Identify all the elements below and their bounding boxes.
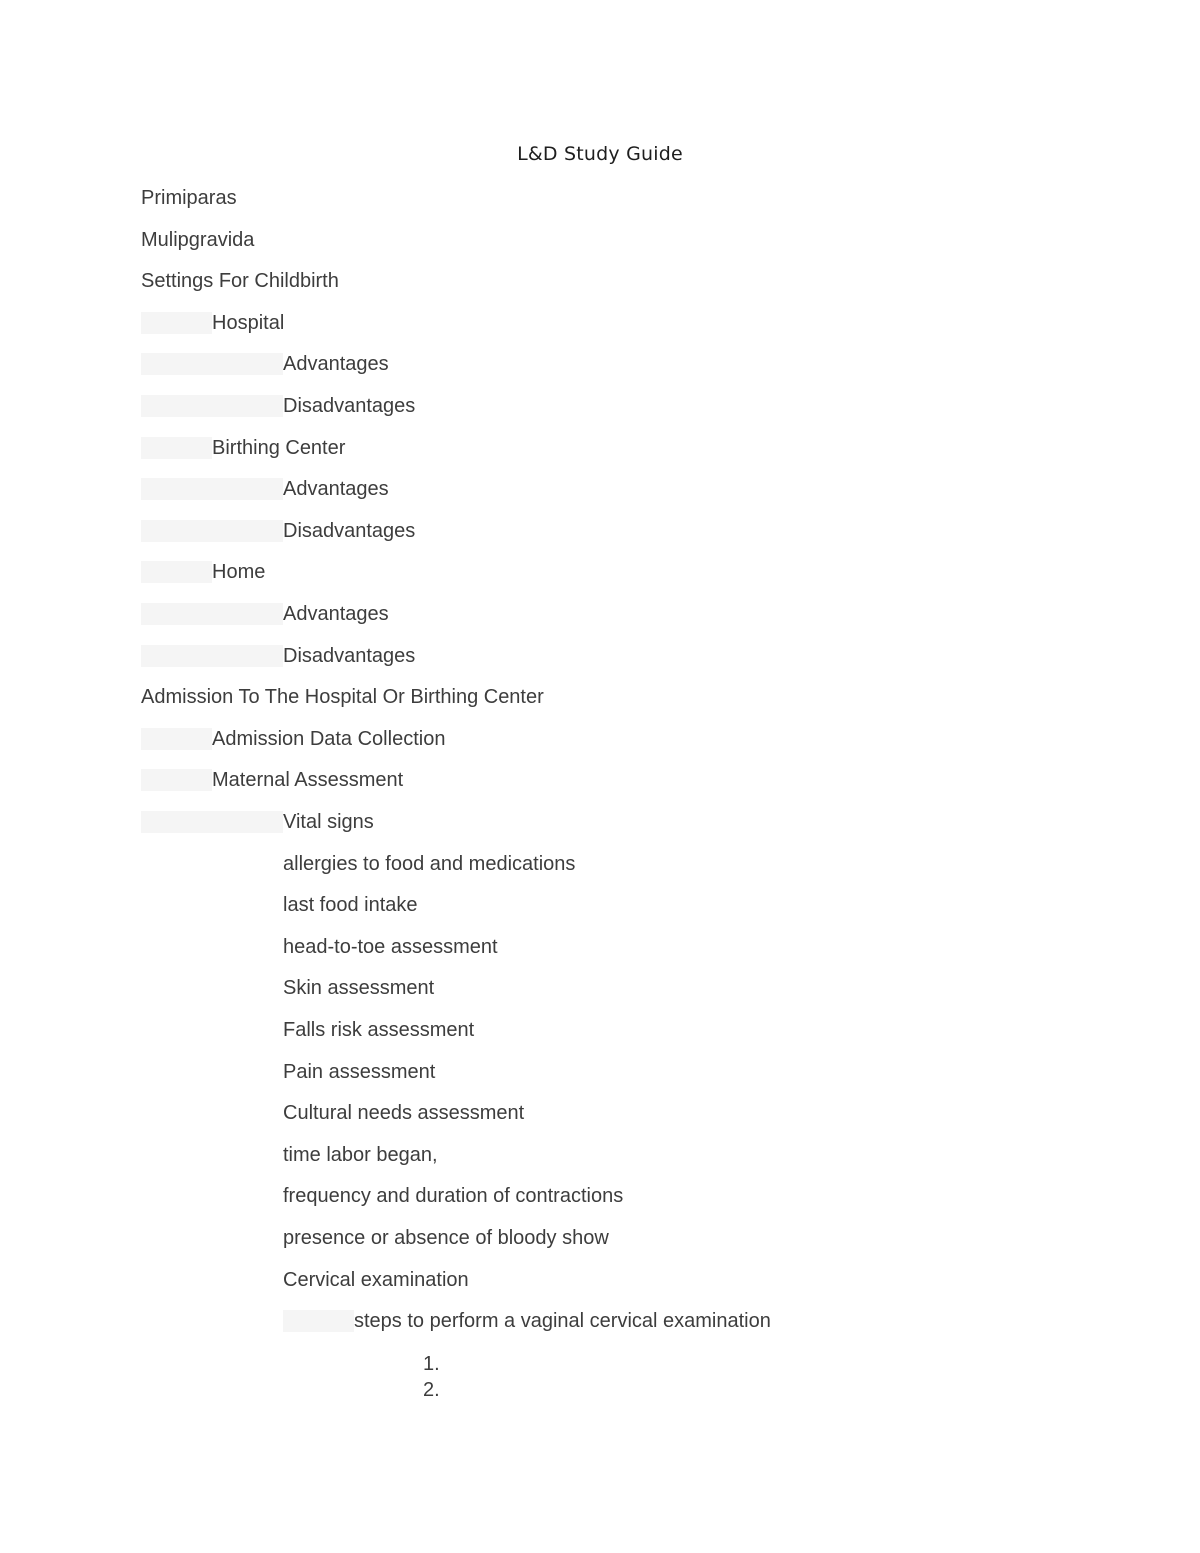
line-text: Skin assessment (283, 977, 435, 999)
line-text: presence or absence of bloody show (283, 1227, 609, 1249)
line-text: Mulipgravida (141, 229, 255, 251)
outline-line (141, 1100, 1160, 1126)
tab-indent (141, 728, 212, 750)
outline-line (141, 601, 1160, 627)
tab-indent (141, 603, 283, 625)
line-text: Birthing Center (212, 437, 346, 459)
outline-line (141, 975, 1160, 1001)
line-text: Falls risk assessment (283, 1019, 475, 1041)
outline-line (141, 643, 1160, 669)
line-text: Disadvantages (283, 645, 416, 667)
outline-line (141, 1308, 1160, 1334)
outline-line (141, 892, 1160, 918)
outline-line (141, 227, 1160, 253)
tab-indent (141, 437, 212, 459)
outline-line (141, 1225, 1160, 1251)
list-number-1: 1. (423, 1353, 440, 1375)
outline-line (141, 435, 1160, 461)
outline-line (141, 684, 1160, 710)
outline-line (141, 351, 1160, 377)
line-text: Primiparas (141, 187, 237, 209)
line-text: Cultural needs assessment (283, 1102, 525, 1124)
outline-line (141, 1267, 1160, 1293)
line-text: Pain assessment (283, 1061, 436, 1083)
outline-line (141, 809, 1160, 835)
line-text: Advantages (283, 603, 389, 625)
line-text: allergies to food and medications (283, 853, 576, 875)
tab-indent (283, 1310, 354, 1332)
line-text: steps to perform a vaginal cervical examination (354, 1310, 771, 1332)
line-text: Hospital (212, 312, 285, 334)
line-text: Admission Data Collection (212, 728, 446, 750)
outline-line (141, 1142, 1160, 1168)
tab-indent (141, 312, 212, 334)
line-text: Cervical examination (283, 1269, 469, 1291)
tab-indent (141, 353, 283, 375)
line-text: Maternal Assessment (212, 769, 404, 791)
tab-indent (141, 478, 283, 500)
tab-indent (141, 645, 283, 667)
outline-line (141, 1183, 1160, 1209)
outline-line (141, 268, 1160, 294)
outline-line (141, 393, 1160, 419)
tab-indent (141, 561, 212, 583)
outline-line (141, 851, 1160, 877)
line-text: Advantages (283, 353, 389, 375)
line-text: Disadvantages (283, 395, 416, 417)
line-text: last food intake (283, 894, 418, 916)
line-text: Settings For Childbirth (141, 270, 339, 292)
outline-line (141, 185, 1160, 211)
outline-line (141, 559, 1160, 585)
document-title: L&D Study Guide (517, 143, 683, 165)
line-text: frequency and duration of contractions (283, 1185, 624, 1207)
list-number-2: 2. (423, 1379, 440, 1401)
line-text: Advantages (283, 478, 389, 500)
line-text: Home (212, 561, 266, 583)
outline-line (141, 726, 1160, 752)
tab-indent (141, 395, 283, 417)
outline-line (141, 1017, 1160, 1043)
outline-line (141, 934, 1160, 960)
outline-line (141, 476, 1160, 502)
outline-line (141, 310, 1160, 336)
line-text: time labor began, (283, 1144, 438, 1166)
outline-line (141, 1059, 1160, 1085)
line-text: Disadvantages (283, 520, 416, 542)
tab-indent (141, 811, 283, 833)
tab-indent (141, 769, 212, 791)
tab-indent (141, 520, 283, 542)
line-text: head-to-toe assessment (283, 936, 498, 958)
line-text: Admission To The Hospital Or Birthing Center (141, 686, 544, 708)
line-text: Vital signs (283, 811, 374, 833)
outline-line (141, 518, 1160, 544)
outline-line (141, 767, 1160, 793)
